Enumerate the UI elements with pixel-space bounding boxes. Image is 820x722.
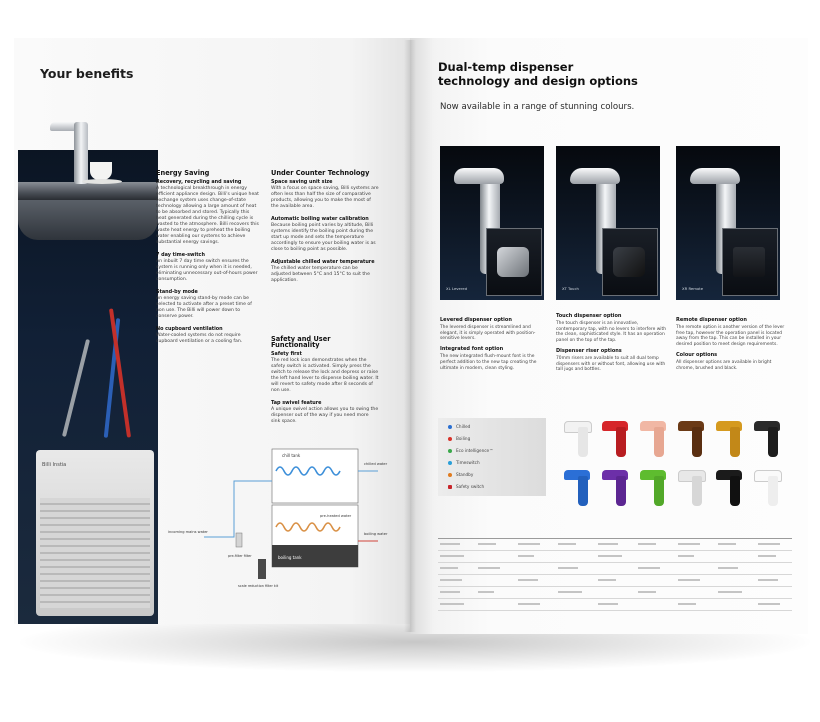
standby-icon (448, 473, 452, 477)
table-cell (518, 603, 540, 605)
table-cell (440, 543, 460, 545)
legend-label: Boiling (456, 436, 471, 441)
legend-item (448, 424, 470, 429)
swatch-gold (712, 421, 746, 457)
left-page (14, 38, 410, 624)
chill-tank-label: chill tank (282, 453, 301, 458)
option-text: The new integrated flush-mount font is the perfect addition to the new tap creating the ultimate in modern, clean styling. (440, 353, 537, 371)
option-title: Levered dispenser option (440, 317, 512, 323)
block-text: The red lock icon demonstrates when the safety switch is activated. Simply press the switch to release the lock and depress or raise the left hand lever to dispense boiling water. It will revert to safety mode after 8 seconds of non use. (271, 358, 379, 393)
incoming-label: incoming mains water (168, 530, 208, 534)
table-cell (440, 579, 462, 581)
block-heading: No cupboard ventilation (156, 326, 223, 332)
legend-label: Standby (456, 472, 474, 477)
table-cell (518, 579, 538, 581)
chilled-icon (448, 425, 452, 429)
option-text: 70mm risers are available to suit all dual temp dispensers with or without font, allowing use with tall jugs and bottles. (556, 355, 666, 373)
features-legend (438, 418, 546, 496)
timeswitch-icon (448, 461, 452, 465)
legend-item (448, 460, 480, 465)
remote-panel (733, 247, 765, 277)
product-label: XL Levered (446, 286, 468, 291)
page-heading-benefits: Your benefits (40, 66, 134, 81)
block-text: An energy saving stand-by mode can be selected to activate after a preset time of non use. The Billi will power down to conserve power. (156, 296, 252, 319)
column-title: Safety and User Functionality (271, 335, 331, 349)
table-rule (438, 562, 792, 563)
book-spine (404, 40, 416, 632)
table-cell (598, 555, 622, 557)
scale-filter-label: scale reduction filter kit (238, 584, 279, 588)
block-text: A technological breakthrough in energy efficient appliance design. Billi's unique heat exchange system uses change-of-state technology allowing a large amount of heat to be absorbed and stored. Typically this heat generated during the chilling cycle is wasted to the atmosphere. Billi recovers this waste heat energy to preheat the boiling water enabling our systems to achieve substantial energy savings. (156, 186, 259, 245)
text-touch (556, 314, 668, 378)
table-cell (558, 543, 576, 545)
product-image-levered (440, 146, 544, 300)
table-cell (758, 579, 778, 581)
eco-icon (448, 449, 452, 453)
swatch-silver (674, 470, 708, 506)
flow-diagram (164, 441, 404, 591)
swatch-black (750, 421, 784, 457)
block-text: Water-cooled systems do not require cupboard ventilation or a cooling fan. (156, 333, 243, 344)
table-cell (718, 591, 742, 593)
table-cell (558, 591, 582, 593)
column-under-counter (271, 170, 379, 284)
option-text: All dispenser options are available in bright chrome, brushed and black. (676, 359, 772, 371)
benchtop (18, 182, 158, 200)
table-rule (438, 538, 792, 539)
preheat-label: pre-heated water (320, 514, 352, 518)
legend-item (448, 484, 484, 489)
swatch-jet (712, 470, 746, 506)
right-page (410, 38, 808, 634)
table-cell (678, 579, 700, 581)
table-cell (638, 591, 656, 593)
option-title: Dispenser riser options (556, 347, 622, 354)
column-safety (271, 336, 379, 425)
table-cell (678, 555, 694, 557)
column-energy-saving (156, 170, 260, 345)
table-cell (518, 555, 534, 557)
prefilter-shape (236, 533, 242, 547)
table-cell (598, 543, 618, 545)
block-heading: Recovery, recycling and saving (156, 179, 242, 185)
swatch-gloss-white (750, 470, 784, 506)
table-cell (678, 603, 696, 605)
text-remote (676, 318, 788, 376)
swatch-blue (560, 470, 594, 506)
table-cell (440, 567, 458, 569)
option-title: Integrated font option (440, 346, 504, 353)
tap-head (690, 168, 740, 184)
boiling-icon (448, 437, 452, 441)
swatch-peach (636, 421, 670, 457)
block-heading: Space saving unit size (271, 179, 333, 185)
block-heading: Safety first (271, 351, 302, 357)
chilled-out-label: chilled water (364, 462, 388, 466)
block-heading: Automatic boiling water calibration (271, 216, 369, 222)
table-cell (598, 603, 618, 605)
incoming-line (204, 481, 272, 537)
option-title: Touch dispenser option (556, 313, 622, 319)
specification-table (438, 536, 792, 616)
product-image-touch (556, 146, 660, 300)
legend-label: Chilled (456, 424, 471, 429)
unit-brand-label: Billi Instia (42, 462, 67, 468)
table-cell (440, 603, 464, 605)
table-cell (638, 567, 660, 569)
table-rule (438, 586, 792, 587)
touch-panel (613, 247, 645, 277)
heading-line: technology and design options (438, 74, 638, 88)
option-text: The touch dispenser is an innovative, contemporary tap, with no levers to interfere with the clean, sophisticated style. It has an operation panel on the top of the tap. (556, 320, 667, 344)
block-text: A unique swivel action allows you to swing the dispenser out of the way if you need more sink space. (271, 407, 379, 424)
column-title: Energy Saving (156, 169, 210, 177)
table-cell (440, 555, 464, 557)
tap-lever (454, 168, 504, 184)
product-inset (486, 228, 542, 296)
prefilter-label: pre-filter filter (228, 554, 252, 558)
option-text: The remote option is another version of the lever free tap, however the operation panel is located away from the tap. This can be installed in your desired position to meet design requirements. (676, 324, 785, 348)
table-cell (478, 567, 500, 569)
table-cell (718, 567, 738, 569)
table-cell (478, 543, 496, 545)
product-inset (722, 228, 778, 296)
legend-item (448, 448, 493, 453)
scale-filter-shape (258, 559, 266, 579)
page-heading-dispenser (438, 60, 638, 88)
boiling-out-label: boiling water (364, 532, 388, 536)
block-text: Because boiling point varies by altitude, Billi systems identify the boiling point during the start up mode and sets the temperature accordingly to ensure your boiling water is as close to boiling point as possible. (271, 223, 376, 252)
block-heading: Tap swivel feature (271, 400, 322, 406)
table-cell (440, 591, 460, 593)
block-heading: Stand-by mode (156, 289, 198, 295)
saucer (82, 179, 122, 184)
lock-icon (448, 485, 452, 489)
swatch-purple (598, 470, 632, 506)
table-cell (638, 543, 656, 545)
block-heading: Adjustable chilled water temperature (271, 259, 375, 265)
table-rule (438, 598, 792, 599)
text-levered (440, 318, 548, 376)
lever-detail (497, 247, 529, 277)
table-cell (598, 579, 616, 581)
block-text: An inbuilt 7 day time switch ensures the system is running only when it is needed, eliminating unnecessary out-of-hours power consumption. (156, 259, 258, 282)
block-heading: 7 day time-switch (156, 252, 205, 258)
option-title: Remote dispenser option (676, 317, 747, 323)
block-text: With a focus on space saving, Billi systems are often less than half the size of comparative products, allowing you to make the most of the available area. (271, 186, 379, 209)
product-image-remote (676, 146, 780, 300)
legend-label: Safety switch (456, 484, 485, 489)
table-rule (438, 574, 792, 575)
option-title: Colour options (676, 351, 718, 358)
table-cell (758, 603, 780, 605)
table-cell (478, 591, 494, 593)
product-label: XR Remote (682, 286, 704, 291)
product-label: XT Touch (562, 286, 579, 291)
option-text: The levered dispenser is streamlined and elegant, it is simply operated with position-sensitive levers. (440, 324, 536, 342)
swatch-red (598, 421, 632, 457)
table-cell (558, 567, 578, 569)
table-cell (758, 543, 780, 545)
page-subheading: Now available in a range of stunning colours. (440, 102, 635, 112)
table-cell (718, 543, 736, 545)
swatch-green (636, 470, 670, 506)
boiling-tank-label: boiling tank (278, 555, 302, 560)
legend-label: Eco intelligence™ (456, 448, 494, 453)
cup-icon (90, 162, 112, 180)
swatch-brown (674, 421, 708, 457)
block-text: The chilled water temperature can be adjusted between 5°C and 15°C to suit the application. (271, 266, 370, 283)
table-cell (758, 555, 776, 557)
legend-item (448, 436, 470, 441)
table-cell (678, 543, 700, 545)
heading-line: Dual-temp dispenser (438, 60, 574, 74)
column-title: Under Counter Technology (271, 169, 370, 177)
tap-head (570, 168, 620, 184)
tap-body (74, 122, 88, 184)
legend-item (448, 472, 473, 477)
table-rule (438, 550, 792, 551)
swatch-white (560, 421, 594, 457)
unit-vent (40, 498, 150, 608)
product-inset (602, 228, 658, 296)
table-rule (438, 610, 792, 611)
sink-bowl (18, 200, 158, 240)
legend-label: Timeswitch (456, 460, 480, 465)
table-cell (518, 543, 540, 545)
